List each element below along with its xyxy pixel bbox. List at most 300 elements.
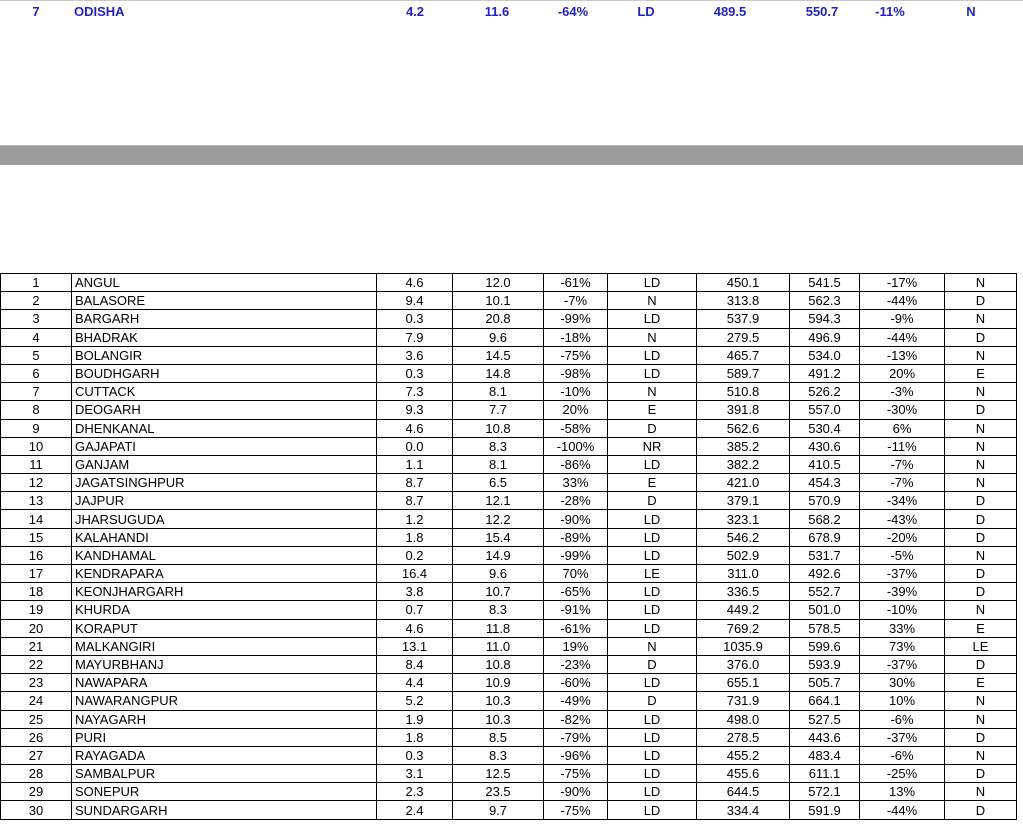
- cum-normal-cell: 562.3: [790, 292, 860, 310]
- cum-normal-cell: 570.9: [790, 492, 860, 510]
- table-row: [1, 328, 1017, 346]
- cum-category-cell: E: [945, 674, 1017, 692]
- row-number-cell: 27: [1, 746, 72, 764]
- cum-normal-cell: 591.9: [790, 801, 860, 819]
- departure-cell: -61%: [544, 274, 608, 292]
- district-name-cell: KORAPUT: [72, 619, 377, 637]
- departure-cell: -18%: [544, 328, 608, 346]
- district-name-cell: BARGARH: [72, 310, 377, 328]
- cum-departure-cell: 33%: [860, 619, 945, 637]
- actual-cell: 9.3: [377, 401, 453, 419]
- departure-cell: -23%: [544, 655, 608, 673]
- cum-category-cell: N: [945, 346, 1017, 364]
- normal-cell: 14.8: [453, 364, 544, 382]
- normal-cell: 20.8: [453, 310, 544, 328]
- actual-cell: 8.4: [377, 655, 453, 673]
- actual-cell: 0.7: [377, 601, 453, 619]
- row-number-cell: 28: [1, 765, 72, 783]
- cum-category-cell: N: [945, 310, 1017, 328]
- row-number-cell: 8: [1, 401, 72, 419]
- category-cell: LD: [608, 455, 697, 473]
- district-name-cell: KHURDA: [72, 601, 377, 619]
- row-number-cell: 29: [1, 783, 72, 801]
- cum-departure-cell: -3%: [860, 383, 945, 401]
- cum-actual-cell: 644.5: [697, 783, 790, 801]
- cum-actual-cell: 455.2: [697, 746, 790, 764]
- row-number-cell: 1: [1, 274, 72, 292]
- table-row: [1, 492, 1017, 510]
- cum-actual-cell: 450.1: [697, 274, 790, 292]
- cum-actual-cell: 323.1: [697, 510, 790, 528]
- departure-cell: -100%: [544, 437, 608, 455]
- cum-departure-cell: 13%: [860, 783, 945, 801]
- district-table: [0, 273, 1017, 820]
- cum-category-cell: N: [945, 546, 1017, 564]
- category-cell: LD: [608, 528, 697, 546]
- cum-category-cell: D: [945, 401, 1017, 419]
- actual-cell: 4.6: [377, 419, 453, 437]
- cum-departure-cell: -20%: [860, 528, 945, 546]
- state-name: ODISHA: [74, 4, 125, 19]
- cum-departure-cell: 73%: [860, 637, 945, 655]
- normal-cell: 6.5: [453, 474, 544, 492]
- departure-cell: 19%: [544, 637, 608, 655]
- table-row: [1, 692, 1017, 710]
- cum-departure-cell: -11%: [860, 437, 945, 455]
- cum-departure-cell: 20%: [860, 364, 945, 382]
- departure-cell: -65%: [544, 583, 608, 601]
- normal-cell: 11.8: [453, 619, 544, 637]
- cum-category-cell: LE: [945, 637, 1017, 655]
- cum-category-cell: N: [945, 437, 1017, 455]
- district-name-cell: GANJAM: [72, 455, 377, 473]
- departure-cell: -75%: [544, 346, 608, 364]
- actual-cell: 7.9: [377, 328, 453, 346]
- actual-cell: 8.7: [377, 492, 453, 510]
- actual-cell: 1.1: [377, 455, 453, 473]
- district-name-cell: MAYURBHANJ: [72, 655, 377, 673]
- cum-category-cell: N: [945, 692, 1017, 710]
- district-name-cell: PURI: [72, 728, 377, 746]
- cum-normal-cell: 531.7: [790, 546, 860, 564]
- actual-cell: 2.3: [377, 783, 453, 801]
- row-number-cell: 12: [1, 474, 72, 492]
- table-row: [1, 765, 1017, 783]
- state-cum-normal: 550.7: [805, 4, 839, 19]
- actual-cell: 1.8: [377, 528, 453, 546]
- normal-cell: 8.3: [453, 601, 544, 619]
- category-cell: LD: [608, 510, 697, 528]
- normal-cell: 10.9: [453, 674, 544, 692]
- cum-normal-cell: 505.7: [790, 674, 860, 692]
- cum-actual-cell: 334.4: [697, 801, 790, 819]
- normal-cell: 10.3: [453, 692, 544, 710]
- departure-cell: -60%: [544, 674, 608, 692]
- row-number-cell: 30: [1, 801, 72, 819]
- table-row: [1, 583, 1017, 601]
- table-row: [1, 510, 1017, 528]
- district-name-cell: SAMBALPUR: [72, 765, 377, 783]
- district-name-cell: RAYAGADA: [72, 746, 377, 764]
- cum-normal-cell: 578.5: [790, 619, 860, 637]
- category-cell: LD: [608, 710, 697, 728]
- category-cell: LD: [608, 546, 697, 564]
- actual-cell: 4.6: [377, 619, 453, 637]
- cum-actual-cell: 455.6: [697, 765, 790, 783]
- cum-normal-cell: 483.4: [790, 746, 860, 764]
- departure-cell: -75%: [544, 801, 608, 819]
- actual-cell: 5.2: [377, 692, 453, 710]
- cum-departure-cell: -34%: [860, 492, 945, 510]
- district-name-cell: BOUDHGARH: [72, 364, 377, 382]
- cum-category-cell: D: [945, 655, 1017, 673]
- table-row: [1, 637, 1017, 655]
- departure-cell: -90%: [544, 510, 608, 528]
- category-cell: LD: [608, 746, 697, 764]
- cum-departure-cell: -37%: [860, 655, 945, 673]
- row-number-cell: 19: [1, 601, 72, 619]
- cum-category-cell: N: [945, 710, 1017, 728]
- row-number-cell: 23: [1, 674, 72, 692]
- cum-category-cell: D: [945, 510, 1017, 528]
- cum-normal-cell: 678.9: [790, 528, 860, 546]
- cum-actual-cell: 465.7: [697, 346, 790, 364]
- actual-cell: 1.9: [377, 710, 453, 728]
- category-cell: LD: [608, 310, 697, 328]
- cum-departure-cell: -17%: [860, 274, 945, 292]
- cum-category-cell: D: [945, 565, 1017, 583]
- actual-cell: 0.3: [377, 310, 453, 328]
- cum-actual-cell: 376.0: [697, 655, 790, 673]
- cum-normal-cell: 572.1: [790, 783, 860, 801]
- cum-category-cell: D: [945, 292, 1017, 310]
- normal-cell: 15.4: [453, 528, 544, 546]
- state-actual: 4.2: [405, 4, 425, 19]
- district-name-cell: NAWAPARA: [72, 674, 377, 692]
- table-row: [1, 710, 1017, 728]
- normal-cell: 10.3: [453, 710, 544, 728]
- cum-normal-cell: 599.6: [790, 637, 860, 655]
- cum-normal-cell: 491.2: [790, 364, 860, 382]
- actual-cell: 16.4: [377, 565, 453, 583]
- cum-category-cell: D: [945, 765, 1017, 783]
- district-name-cell: BOLANGIR: [72, 346, 377, 364]
- row-number-cell: 10: [1, 437, 72, 455]
- category-cell: LD: [608, 364, 697, 382]
- cum-normal-cell: 557.0: [790, 401, 860, 419]
- cum-category-cell: N: [945, 601, 1017, 619]
- category-cell: D: [608, 419, 697, 437]
- normal-cell: 8.1: [453, 383, 544, 401]
- row-number-cell: 22: [1, 655, 72, 673]
- category-cell: LD: [608, 619, 697, 637]
- normal-cell: 7.7: [453, 401, 544, 419]
- cum-actual-cell: 655.1: [697, 674, 790, 692]
- cum-departure-cell: -6%: [860, 746, 945, 764]
- table-row: [1, 674, 1017, 692]
- departure-cell: -90%: [544, 783, 608, 801]
- cum-normal-cell: 593.9: [790, 655, 860, 673]
- actual-cell: 1.2: [377, 510, 453, 528]
- cum-category-cell: D: [945, 801, 1017, 819]
- cum-normal-cell: 541.5: [790, 274, 860, 292]
- actual-cell: 7.3: [377, 383, 453, 401]
- cum-category-cell: E: [945, 364, 1017, 382]
- departure-cell: -75%: [544, 765, 608, 783]
- cum-category-cell: E: [945, 619, 1017, 637]
- cum-category-cell: D: [945, 492, 1017, 510]
- district-name-cell: KENDRAPARA: [72, 565, 377, 583]
- cum-actual-cell: 449.2: [697, 601, 790, 619]
- category-cell: N: [608, 328, 697, 346]
- state-departure: -64%: [557, 4, 589, 19]
- category-cell: N: [608, 637, 697, 655]
- cum-normal-cell: 492.6: [790, 565, 860, 583]
- row-number-cell: 20: [1, 619, 72, 637]
- row-number-cell: 11: [1, 455, 72, 473]
- district-name-cell: DEOGARH: [72, 401, 377, 419]
- departure-cell: -99%: [544, 546, 608, 564]
- actual-cell: 4.6: [377, 274, 453, 292]
- departure-cell: -86%: [544, 455, 608, 473]
- departure-cell: -96%: [544, 746, 608, 764]
- cum-category-cell: D: [945, 728, 1017, 746]
- category-cell: N: [608, 383, 697, 401]
- normal-cell: 10.7: [453, 583, 544, 601]
- state-category: LD: [637, 4, 655, 19]
- cum-departure-cell: -44%: [860, 328, 945, 346]
- cum-departure-cell: -25%: [860, 765, 945, 783]
- cum-departure-cell: -9%: [860, 310, 945, 328]
- normal-cell: 9.6: [453, 565, 544, 583]
- cum-actual-cell: 546.2: [697, 528, 790, 546]
- table-row: [1, 601, 1017, 619]
- actual-cell: 0.3: [377, 364, 453, 382]
- departure-cell: -49%: [544, 692, 608, 710]
- category-cell: LD: [608, 728, 697, 746]
- table-row: [1, 401, 1017, 419]
- row-number-cell: 7: [1, 383, 72, 401]
- table-row: [1, 619, 1017, 637]
- departure-cell: 70%: [544, 565, 608, 583]
- district-name-cell: ANGUL: [72, 274, 377, 292]
- cum-departure-cell: -44%: [860, 292, 945, 310]
- cum-category-cell: N: [945, 746, 1017, 764]
- cum-normal-cell: 526.2: [790, 383, 860, 401]
- row-number-cell: 2: [1, 292, 72, 310]
- district-name-cell: MALKANGIRI: [72, 637, 377, 655]
- actual-cell: 2.4: [377, 801, 453, 819]
- actual-cell: 0.2: [377, 546, 453, 564]
- row-number-cell: 5: [1, 346, 72, 364]
- row-number-cell: 14: [1, 510, 72, 528]
- cum-category-cell: D: [945, 528, 1017, 546]
- departure-cell: -89%: [544, 528, 608, 546]
- district-name-cell: JHARSUGUDA: [72, 510, 377, 528]
- table-row: [1, 274, 1017, 292]
- cum-departure-cell: -10%: [860, 601, 945, 619]
- row-number-cell: 6: [1, 364, 72, 382]
- table-row: [1, 655, 1017, 673]
- row-number-cell: 13: [1, 492, 72, 510]
- cum-departure-cell: -13%: [860, 346, 945, 364]
- normal-cell: 9.6: [453, 328, 544, 346]
- cum-normal-cell: 534.0: [790, 346, 860, 364]
- departure-cell: -28%: [544, 492, 608, 510]
- state-summary-row: [0, 0, 1023, 24]
- state-number: 7: [32, 4, 40, 19]
- departure-cell: -61%: [544, 619, 608, 637]
- normal-cell: 14.9: [453, 546, 544, 564]
- normal-cell: 10.8: [453, 655, 544, 673]
- normal-cell: 10.8: [453, 419, 544, 437]
- table-row: [1, 455, 1017, 473]
- normal-cell: 9.7: [453, 801, 544, 819]
- category-cell: N: [608, 292, 697, 310]
- actual-cell: 3.1: [377, 765, 453, 783]
- table-row: [1, 346, 1017, 364]
- cum-normal-cell: 527.5: [790, 710, 860, 728]
- cum-actual-cell: 502.9: [697, 546, 790, 564]
- actual-cell: 9.4: [377, 292, 453, 310]
- departure-cell: -7%: [544, 292, 608, 310]
- row-number-cell: 18: [1, 583, 72, 601]
- row-number-cell: 16: [1, 546, 72, 564]
- table-row: [1, 546, 1017, 564]
- cum-actual-cell: 510.8: [697, 383, 790, 401]
- cum-actual-cell: 769.2: [697, 619, 790, 637]
- normal-cell: 10.1: [453, 292, 544, 310]
- actual-cell: 3.8: [377, 583, 453, 601]
- category-cell: LD: [608, 674, 697, 692]
- departure-cell: -79%: [544, 728, 608, 746]
- table-row: [1, 728, 1017, 746]
- state-cum-actual: 489.5: [713, 4, 747, 19]
- table-row: [1, 746, 1017, 764]
- category-cell: LD: [608, 583, 697, 601]
- district-name-cell: BALASORE: [72, 292, 377, 310]
- category-cell: LD: [608, 601, 697, 619]
- cum-actual-cell: 1035.9: [697, 637, 790, 655]
- category-cell: D: [608, 492, 697, 510]
- district-name-cell: GAJAPATI: [72, 437, 377, 455]
- cum-normal-cell: 552.7: [790, 583, 860, 601]
- cum-actual-cell: 731.9: [697, 692, 790, 710]
- table-row: [1, 801, 1017, 819]
- normal-cell: 8.1: [453, 455, 544, 473]
- row-number-cell: 24: [1, 692, 72, 710]
- cum-category-cell: N: [945, 383, 1017, 401]
- departure-cell: 20%: [544, 401, 608, 419]
- cum-actual-cell: 379.1: [697, 492, 790, 510]
- cum-category-cell: N: [945, 274, 1017, 292]
- cum-departure-cell: -44%: [860, 801, 945, 819]
- state-cum-departure: -11%: [875, 4, 905, 19]
- category-cell: LD: [608, 765, 697, 783]
- cum-departure-cell: 6%: [860, 419, 945, 437]
- cum-actual-cell: 562.6: [697, 419, 790, 437]
- cum-category-cell: D: [945, 583, 1017, 601]
- departure-cell: -82%: [544, 710, 608, 728]
- district-name-cell: JAJPUR: [72, 492, 377, 510]
- table-row: [1, 292, 1017, 310]
- district-name-cell: KEONJHARGARH: [72, 583, 377, 601]
- normal-cell: 12.5: [453, 765, 544, 783]
- category-cell: D: [608, 692, 697, 710]
- actual-cell: 8.7: [377, 474, 453, 492]
- district-table-body: [1, 274, 1017, 820]
- cum-departure-cell: 30%: [860, 674, 945, 692]
- category-cell: D: [608, 655, 697, 673]
- table-row: [1, 383, 1017, 401]
- normal-cell: 14.5: [453, 346, 544, 364]
- cum-category-cell: D: [945, 328, 1017, 346]
- cum-normal-cell: 443.6: [790, 728, 860, 746]
- cum-normal-cell: 664.1: [790, 692, 860, 710]
- cum-category-cell: N: [945, 455, 1017, 473]
- cum-normal-cell: 501.0: [790, 601, 860, 619]
- category-cell: E: [608, 474, 697, 492]
- row-number-cell: 15: [1, 528, 72, 546]
- actual-cell: 3.6: [377, 346, 453, 364]
- row-number-cell: 25: [1, 710, 72, 728]
- district-name-cell: JAGATSINGHPUR: [72, 474, 377, 492]
- cum-normal-cell: 594.3: [790, 310, 860, 328]
- normal-cell: 12.1: [453, 492, 544, 510]
- cum-normal-cell: 611.1: [790, 765, 860, 783]
- normal-cell: 8.3: [453, 746, 544, 764]
- district-name-cell: DHENKANAL: [72, 419, 377, 437]
- cum-actual-cell: 279.5: [697, 328, 790, 346]
- cum-departure-cell: -7%: [860, 455, 945, 473]
- district-name-cell: SUNDARGARH: [72, 801, 377, 819]
- cum-departure-cell: -6%: [860, 710, 945, 728]
- cum-departure-cell: -43%: [860, 510, 945, 528]
- cum-departure-cell: -37%: [860, 565, 945, 583]
- table-row: [1, 783, 1017, 801]
- departure-cell: -98%: [544, 364, 608, 382]
- normal-cell: 12.2: [453, 510, 544, 528]
- actual-cell: 4.4: [377, 674, 453, 692]
- cum-actual-cell: 313.8: [697, 292, 790, 310]
- district-name-cell: SONEPUR: [72, 783, 377, 801]
- cum-category-cell: N: [945, 474, 1017, 492]
- row-number-cell: 9: [1, 419, 72, 437]
- table-row: [1, 364, 1017, 382]
- cum-departure-cell: -30%: [860, 401, 945, 419]
- table-row: [1, 565, 1017, 583]
- cum-actual-cell: 537.9: [697, 310, 790, 328]
- cum-normal-cell: 410.5: [790, 455, 860, 473]
- district-name-cell: NAYAGARH: [72, 710, 377, 728]
- row-number-cell: 21: [1, 637, 72, 655]
- category-cell: E: [608, 401, 697, 419]
- table-row: [1, 528, 1017, 546]
- cum-departure-cell: -7%: [860, 474, 945, 492]
- cum-category-cell: N: [945, 419, 1017, 437]
- category-cell: LE: [608, 565, 697, 583]
- category-cell: LD: [608, 274, 697, 292]
- district-name-cell: NAWARANGPUR: [72, 692, 377, 710]
- cum-normal-cell: 530.4: [790, 419, 860, 437]
- normal-cell: 11.0: [453, 637, 544, 655]
- row-number-cell: 17: [1, 565, 72, 583]
- table-row: [1, 474, 1017, 492]
- cum-actual-cell: 311.0: [697, 565, 790, 583]
- cum-normal-cell: 430.6: [790, 437, 860, 455]
- departure-cell: -58%: [544, 419, 608, 437]
- table-row: [1, 419, 1017, 437]
